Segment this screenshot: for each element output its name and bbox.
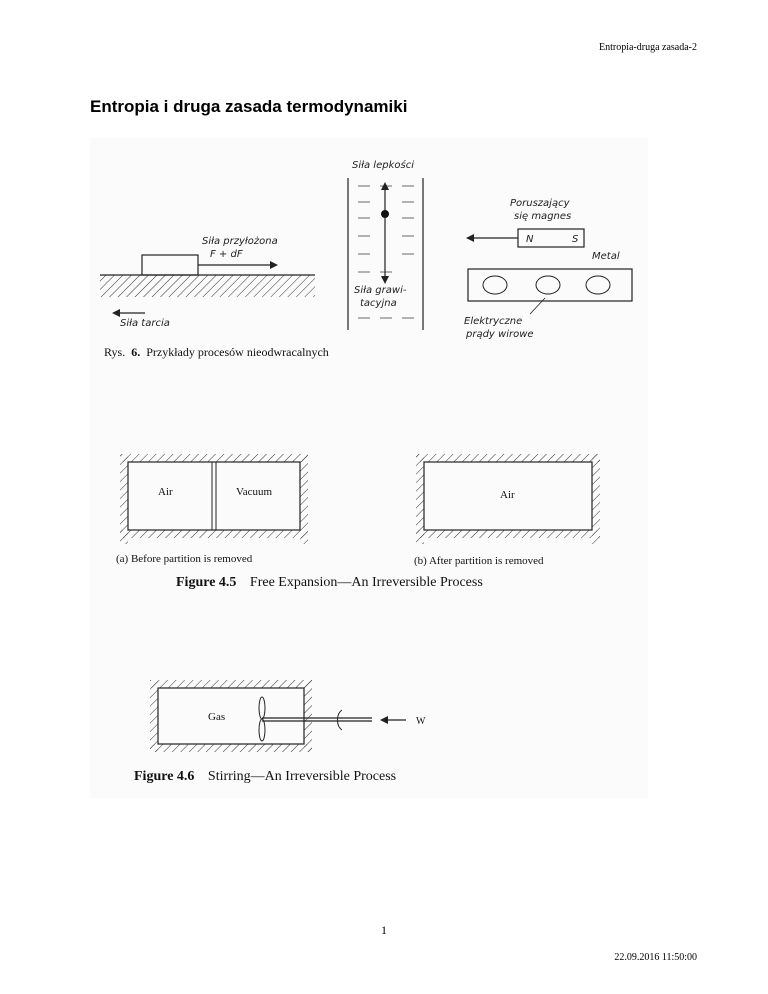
- eddy-currents-label: Elektryczne: [464, 316, 523, 327]
- viscosity-example: [348, 159, 423, 330]
- friction-example: [100, 236, 315, 329]
- sub-caption-a: (a) Before partition is removed: [116, 553, 253, 565]
- moving-magnet-label-2: się magnes: [514, 211, 572, 222]
- page-number: 1: [381, 923, 387, 937]
- sub-caption-b: (b) After partition is removed: [414, 555, 544, 567]
- eddy-current-example: [464, 198, 632, 340]
- gravity-force-label-2: tacyjna: [360, 298, 397, 309]
- air-left-label: Air: [158, 486, 173, 498]
- vacuum-label: Vacuum: [236, 486, 273, 498]
- svg-text:Figure 4.6 Stirring—An I: [134, 769, 396, 784]
- figure-4-5: [116, 454, 600, 590]
- footer-timestamp: 22.09.2016 11:50:00: [614, 952, 697, 963]
- rys6-figure: [100, 159, 632, 359]
- fig46-caption-text: Stirring—An Irreversible Process: [207, 769, 397, 784]
- rys6-caption-prefix: Rys.: [104, 345, 126, 359]
- gravity-force-label: Siła grawi-: [354, 285, 407, 296]
- moving-magnet-label: Poruszający: [510, 198, 570, 209]
- svg-text:Figure 4.5 Free Expansio: [176, 575, 483, 590]
- document-header: Entropia-druga zasada-2: [598, 42, 697, 53]
- fig46-caption-number: Figure 4.6: [134, 769, 195, 784]
- applied-force-label: Siła przyłożona: [202, 236, 278, 247]
- magnet-pole-n: N: [526, 234, 534, 245]
- fig45-caption-text: Free Expansion—An Irreversible Process: [249, 575, 483, 590]
- figure-4-6: [134, 680, 426, 784]
- metal-label: Metal: [592, 251, 620, 262]
- air-right-label: Air: [500, 489, 515, 501]
- friction-force-label: Siła tarcia: [120, 318, 170, 329]
- page-title: Entropia i druga zasada termodynamiki: [90, 97, 408, 116]
- eddy-currents-label-2: prądy wirowe: [466, 329, 534, 340]
- work-label: W: [416, 716, 426, 727]
- rys6-caption-number: 6.: [131, 345, 141, 359]
- applied-force-formula: F + dF: [210, 249, 243, 260]
- scanned-figures-svg: [90, 138, 648, 798]
- rys6-caption-text: Przykłady procesów nieodwracalnych: [146, 345, 329, 359]
- gas-label: Gas: [208, 711, 226, 723]
- viscosity-force-label: Siła lepkości: [352, 160, 414, 171]
- svg-text:Rys. 6. Przykłady: [104, 345, 329, 359]
- scanned-figure-panel: [90, 138, 648, 798]
- magnet-pole-s: S: [572, 234, 579, 245]
- fig45-caption-number: Figure 4.5: [176, 575, 237, 590]
